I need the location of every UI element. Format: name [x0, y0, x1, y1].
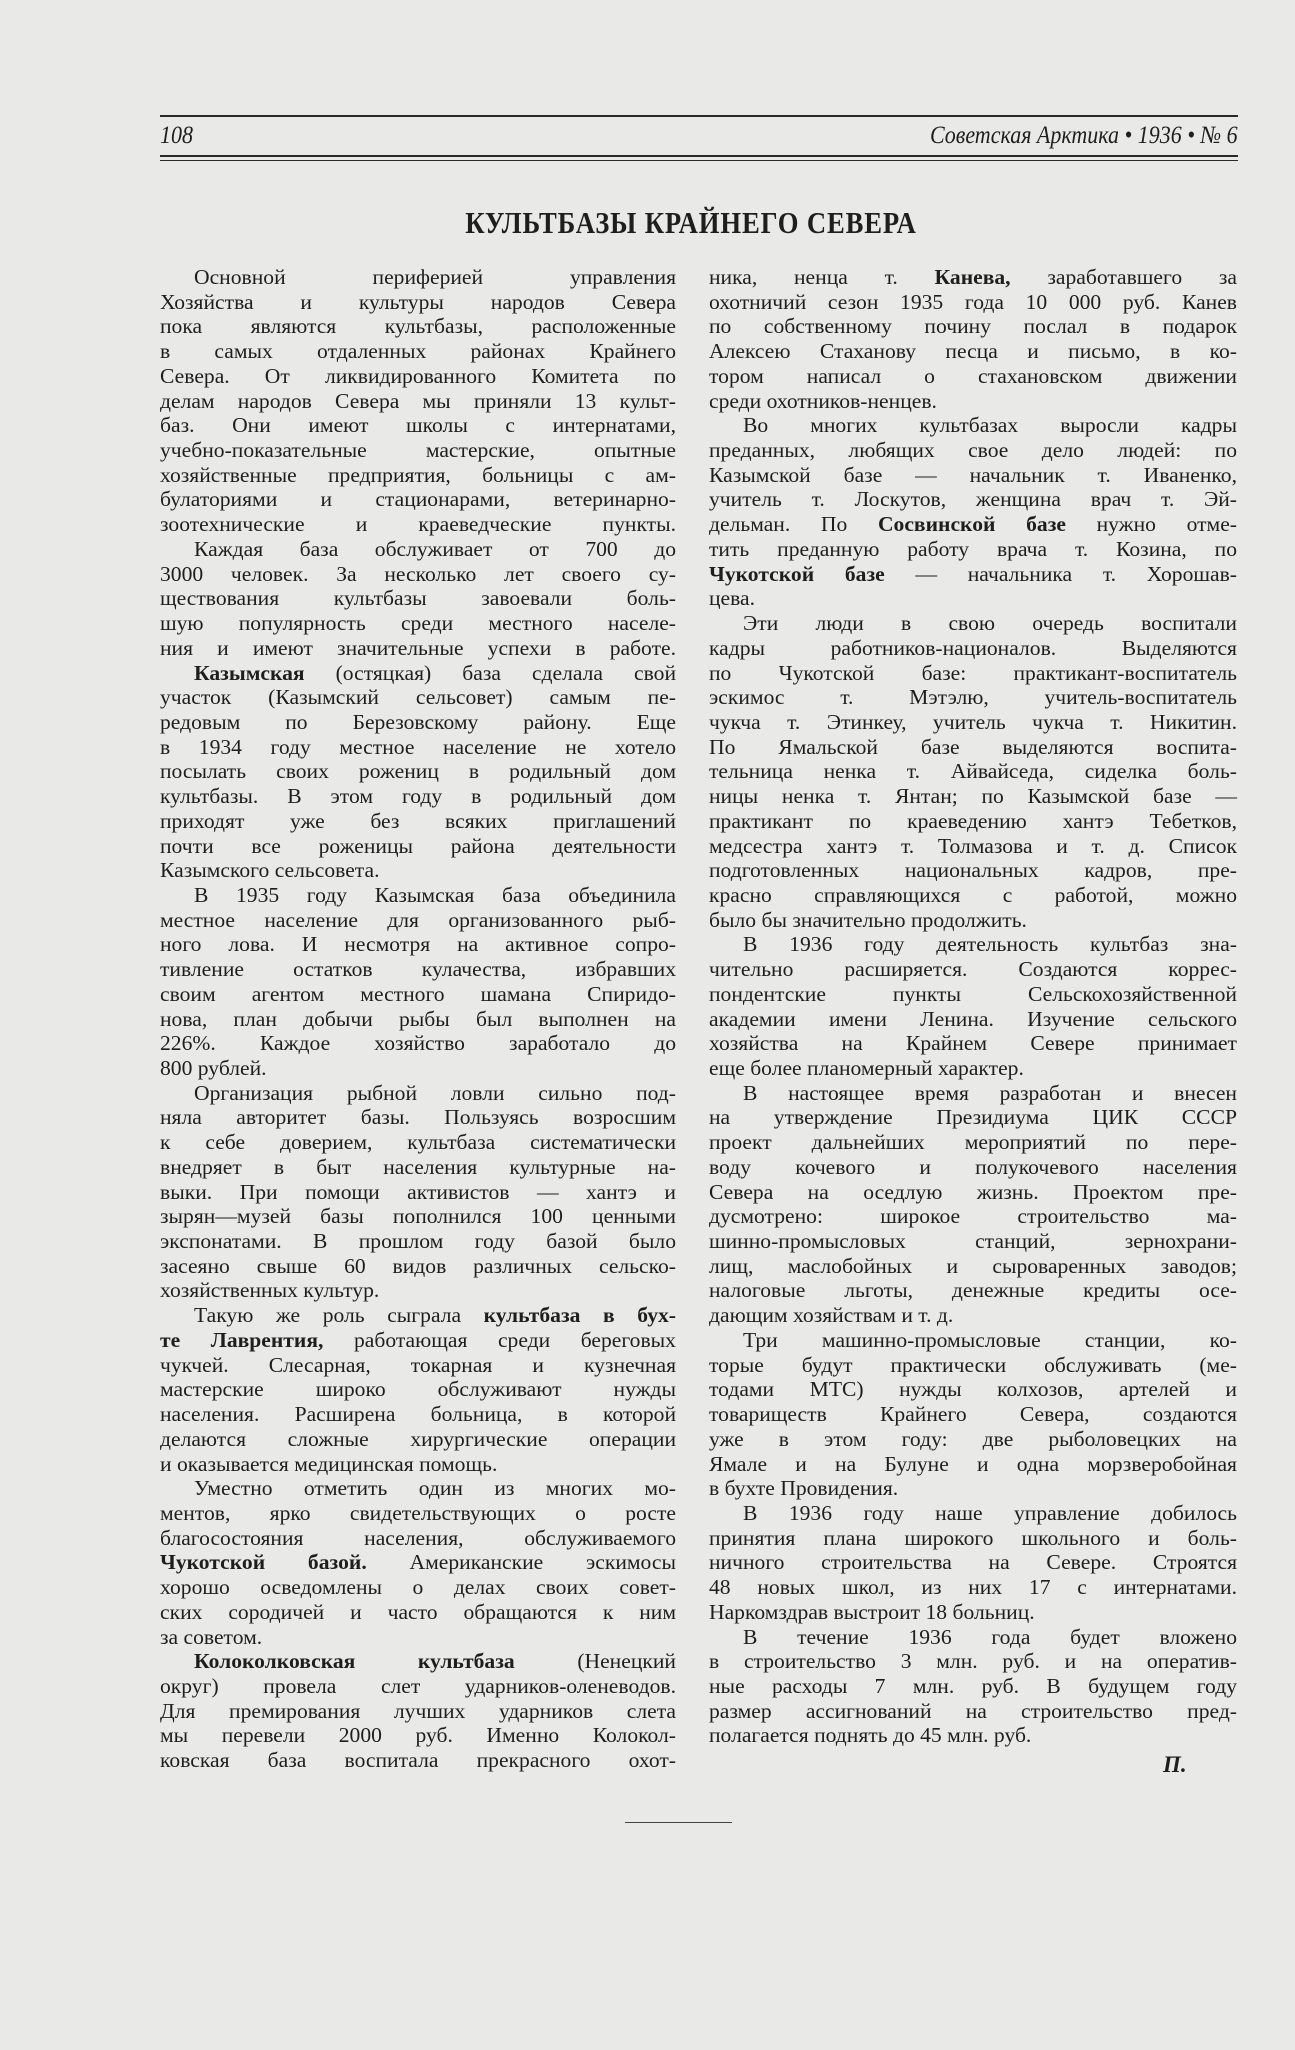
text-line: Ямале и на Булуне и одна морзверобойная — [709, 1451, 1237, 1476]
text-column-right — [709, 265, 1237, 1748]
text-line: внедряет в быт населения культурные на- — [160, 1154, 676, 1179]
text-segment: нужно отме- — [1065, 512, 1237, 537]
text-line: кадры работников-националов. Выделяются — [709, 635, 1237, 660]
text-line: баз. Они имеют школы с интернатами, — [160, 413, 676, 438]
text-line: няла авторитет базы. Пользуясь возросшим — [160, 1105, 676, 1130]
paragraph — [709, 413, 1237, 611]
text-line: за советом. — [160, 1624, 263, 1649]
text-line: выки. При помощи активистов — хантэ и — [160, 1179, 676, 1204]
paragraph — [709, 932, 1237, 1080]
text-line: зырян—музей базы пополнился 100 ценными — [160, 1204, 676, 1229]
text-line: тить преданную работу врача т. Козина, по — [709, 536, 1237, 561]
text-line: на утверждение Президиума ЦИК СССР — [709, 1105, 1237, 1130]
text-line: своим агентом местного шамана Спиридо- — [160, 981, 676, 1006]
text-line: проект дальнейших мероприятий по пере- — [709, 1130, 1237, 1155]
text-line — [160, 1649, 676, 1674]
text-line: ницы ненка т. Янтан; по Казымской базе — — [709, 784, 1237, 809]
text-line: благосостояния населения, обслуживаемого — [160, 1525, 676, 1550]
text-column-left — [160, 265, 676, 1773]
text-line: 226%. Каждое хозяйство заработало до — [160, 1031, 676, 1056]
text-line: налоговые льготы, денежные кредиты осе- — [709, 1278, 1237, 1303]
text-line: мы перевели 2000 руб. Именно Колокол- — [160, 1723, 676, 1748]
text-line — [160, 1550, 676, 1575]
paragraph — [160, 1476, 676, 1649]
text-line: участок (Казымский сельсовет) самым пе- — [160, 685, 676, 710]
text-line: товариществ Крайнего Севера, создаются — [709, 1402, 1237, 1427]
text-line: В 1936 году деятельность культбаз зна- — [743, 932, 1237, 957]
paragraph — [709, 1625, 1237, 1749]
text-line: уже в этом году: две рыболовецких на — [709, 1426, 1237, 1451]
text-line: хорошо осведомлены о делах своих совет- — [160, 1575, 676, 1600]
text-line: Хозяйства и культуры народов Севера — [160, 289, 676, 314]
text-line: к себе доверием, культбаза систематически — [160, 1130, 676, 1155]
text-line: красно справляющихся с работой, можно — [709, 882, 1237, 907]
text-line: учебно-показательные мастерские, опытные — [160, 438, 676, 463]
text-line: местное население для организованного рыб- — [160, 907, 676, 932]
text-line: эскимос т. Мэтэлю, учитель-воспитатель — [709, 685, 1237, 710]
text-line: округ) провела слет ударников-оленеводов. — [160, 1673, 676, 1698]
text-line: Во многих культбазах выросли кадры — [743, 413, 1237, 438]
page-number: 108 — [160, 122, 193, 149]
text-line: шую популярность среди местного населе- — [160, 611, 676, 636]
text-line: ментов, ярко свидетельствующих о росте — [160, 1500, 676, 1525]
bold-text: те Лаврентия, — [160, 1327, 324, 1352]
text-line: ских сородичей и часто обращаются к ним — [160, 1599, 676, 1624]
text-line: Севера на оседлую жизнь. Проектом пре- — [709, 1179, 1237, 1204]
text-line: тельница ненка т. Айвайседа, сиделка боль- — [709, 759, 1237, 784]
text-line: экспонатами. В прошлом году базой было — [160, 1229, 676, 1254]
text-line: хозяйственные предприятия, больницы с ам- — [160, 462, 676, 487]
text-line: 800 рублей. — [160, 1056, 267, 1080]
text-line: Наркомздрав выстроит 18 больниц. — [709, 1599, 1035, 1624]
paragraph — [160, 265, 676, 537]
text-segment: Американские эскимосы — [366, 1550, 676, 1575]
paragraph — [160, 1081, 676, 1303]
text-line: медсестра хантэ т. Толмазова и т. д. Список — [709, 833, 1237, 858]
text-line: пока являются культбазы, расположенные — [160, 314, 676, 339]
text-line: торые будут практически обслуживать (ме- — [709, 1352, 1237, 1377]
text-line — [709, 265, 1237, 290]
text-line: Для премирования лучших ударников слета — [160, 1698, 676, 1723]
text-line: Алексею Стаханову песца и письмо, в ко- — [709, 339, 1237, 364]
text-line: цева. — [709, 586, 756, 611]
text-line: еще более планомерный характер. — [709, 1056, 1024, 1080]
text-line: пондентские пункты Сельскохозяйственной — [709, 981, 1237, 1006]
text-line: делам народов Севера мы приняли 13 культ- — [160, 388, 676, 413]
paragraph — [160, 1303, 676, 1476]
text-line: мастерские широко обслуживают нужды — [160, 1377, 676, 1402]
text-line: ния и имеют значительные успехи в работе. — [160, 635, 676, 660]
text-line: приходят уже без всяких приглашений — [160, 808, 676, 833]
text-line: в строительство 3 млн. руб. и на оператив- — [709, 1649, 1237, 1674]
text-line: полагается поднять до 45 млн. руб. — [709, 1723, 1032, 1748]
bold-text: Сосвинской базе — [877, 512, 1066, 537]
paragraph — [160, 883, 676, 1081]
header-top-rule — [160, 115, 1238, 117]
text-line: засеяно свыше 60 видов различных сельско- — [160, 1253, 676, 1278]
text-line: 3000 человек. За несколько лет своего су- — [160, 561, 676, 586]
text-line: Каждая база обслуживает от 700 до — [194, 536, 676, 561]
bold-text: Колоколковская культбаза — [194, 1649, 515, 1674]
text-line: шинно-промысловых станций, зернохрани- — [709, 1229, 1237, 1254]
text-line: Севера. От ликвидированного Комитета по — [160, 363, 676, 388]
paragraph — [709, 1081, 1237, 1328]
text-line: по Чукотской базе: практикант-воспитатель — [709, 660, 1237, 685]
text-line: воду кочевого и полукочевого населения — [709, 1154, 1237, 1179]
text-segment: ника, ненца т. — [709, 265, 935, 289]
text-line — [709, 562, 1237, 587]
paragraph — [160, 1649, 676, 1773]
text-line: академии имени Ленина. Изучение сельского — [709, 1006, 1237, 1031]
text-line: культбазы. В этом году в родильный дом — [160, 784, 676, 809]
text-line: было бы значительно продолжить. — [709, 907, 1027, 932]
text-segment: (Ненецкий — [514, 1649, 676, 1674]
text-line: тором написал о стахановском движении — [709, 363, 1237, 388]
text-line: в самых отдаленных районах Крайнего — [160, 339, 676, 364]
bold-text: культбаза в бух- — [483, 1303, 676, 1328]
text-segment: Такую же роль сыграла — [194, 1303, 484, 1328]
text-segment: (остяцкая) база сделала свой — [304, 660, 676, 685]
paragraph — [709, 265, 1237, 413]
text-line: дающим хозяйствам и т. д. — [709, 1303, 954, 1328]
text-line — [160, 661, 676, 686]
header-double-rule-thin — [160, 160, 1238, 161]
text-line: делаются сложные хирургические операции — [160, 1426, 676, 1451]
text-line: По Ямальской базе выделяются воспита- — [709, 734, 1237, 759]
text-line: практикант по краеведению хантэ Тебетков, — [709, 808, 1237, 833]
text-line: лищ, маслобойных и сыроваренных заводов; — [709, 1253, 1237, 1278]
text-line: ществования культбазы завоевали боль- — [160, 586, 676, 611]
text-segment: работающая среди береговых — [323, 1327, 676, 1352]
text-line: дусмотрено: широкое строительство ма- — [709, 1204, 1237, 1229]
text-line: размер ассигнований на строительство пред- — [709, 1698, 1237, 1723]
text-line: В течение 1936 года будет вложено — [743, 1624, 1237, 1649]
paragraph — [709, 1501, 1237, 1625]
text-line: по собственному почину послал в подарок — [709, 314, 1237, 339]
text-line: Казымской базе — начальник т. Иваненко, — [709, 462, 1237, 487]
text-line: принятия плана широкого школьного и боль- — [709, 1525, 1237, 1550]
journal-running-head: Советская Арктика • 1936 • № 6 — [930, 122, 1238, 149]
header-double-rule — [160, 155, 1238, 157]
article-end-rule — [625, 1822, 732, 1823]
text-line: Эти люди в свою очередь воспитали — [743, 611, 1237, 636]
text-line: Уместно отметить один из многих мо- — [194, 1476, 676, 1501]
text-line: чительно расширяется. Создаются коррес- — [709, 957, 1237, 982]
text-line: зоотехнические и краеведческие пункты. — [160, 512, 676, 537]
text-line: чукчей. Слесарная, токарная и кузнечная — [160, 1352, 676, 1377]
text-line: населения. Расширена больница, в которой — [160, 1402, 676, 1427]
text-line: посылать своих рожениц в родильный дом — [160, 759, 676, 784]
text-line: Организация рыбной ловли сильно под- — [194, 1080, 676, 1105]
text-line: преданных, любящих свое дело людей: по — [709, 438, 1237, 463]
text-line: ковская база воспитала прекрасного охот- — [160, 1748, 676, 1773]
bold-text: Чукотской базой. — [160, 1550, 367, 1575]
text-line: ного лова. И несмотря на активное сопро- — [160, 932, 676, 957]
text-line: хозяйства на Крайнем Севере принимает — [709, 1031, 1237, 1056]
bold-text: Казымская — [194, 660, 305, 685]
text-line: в бухте Провидения. — [709, 1476, 899, 1501]
text-segment: дельман. По — [709, 512, 878, 537]
text-line — [160, 1303, 676, 1328]
text-line: В 1935 году Казымская база объединила — [194, 882, 676, 907]
text-line: В настоящее время разработан и внесен — [743, 1080, 1237, 1105]
article-title: КУЛЬТБАЗЫ КРАЙНЕГО СЕВЕРА — [465, 205, 917, 240]
text-line: охотничий сезон 1935 года 10 000 руб. Канев — [709, 289, 1237, 314]
text-line: Три машинно-промысловые станции, ко- — [743, 1327, 1237, 1352]
text-segment: — начальника т. Хорошав- — [884, 561, 1237, 586]
text-line: подготовленных национальных кадров, пре- — [709, 858, 1237, 883]
text-line: редовым по Березовскому району. Еще — [160, 709, 676, 734]
text-line: Казымского сельсовета. — [160, 858, 380, 883]
text-line: среди охотников-ненцев. — [709, 388, 937, 413]
text-line: Основной периферией управления — [194, 265, 676, 289]
bold-text: Канева, — [934, 265, 1011, 289]
paragraph — [709, 1328, 1237, 1501]
text-line: и оказывается медицинская помощь. — [160, 1451, 498, 1476]
paragraph — [709, 611, 1237, 932]
text-line: 48 новых школ, из них 17 с интернатами. — [709, 1575, 1237, 1600]
text-line: ничного строительства на Севере. Строятся — [709, 1550, 1237, 1575]
text-line: тодами МТС) нужды колхозов, артелей и — [709, 1377, 1237, 1402]
paragraph — [160, 537, 676, 661]
text-line — [709, 512, 1237, 537]
text-line: хозяйственных культур. — [160, 1278, 380, 1303]
text-line: чукча т. Этинкеу, учитель чукча т. Никитин. — [709, 709, 1237, 734]
text-line: в 1934 году местное население не хотело — [160, 734, 676, 759]
text-line: ные расходы 7 млн. руб. В будущем году — [709, 1673, 1237, 1698]
text-line: нова, план добычи рыбы был выполнен на — [160, 1006, 676, 1031]
text-line: булаториями и стационарами, ветеринарно- — [160, 487, 676, 512]
text-line: тивление остатков кулачества, избравших — [160, 957, 676, 982]
text-line: В 1936 году наше управление добилось — [743, 1500, 1237, 1525]
text-line: почти все роженицы района деятельности — [160, 833, 676, 858]
text-line: учитель т. Лоскутов, женщина врач т. Эй- — [709, 487, 1237, 512]
text-line — [160, 1328, 676, 1353]
text-segment: заработавшего за — [1010, 265, 1237, 289]
paragraph — [160, 661, 676, 883]
author-signature: П. — [1163, 1752, 1187, 1777]
bold-text: Чукотской базе — [709, 561, 885, 586]
